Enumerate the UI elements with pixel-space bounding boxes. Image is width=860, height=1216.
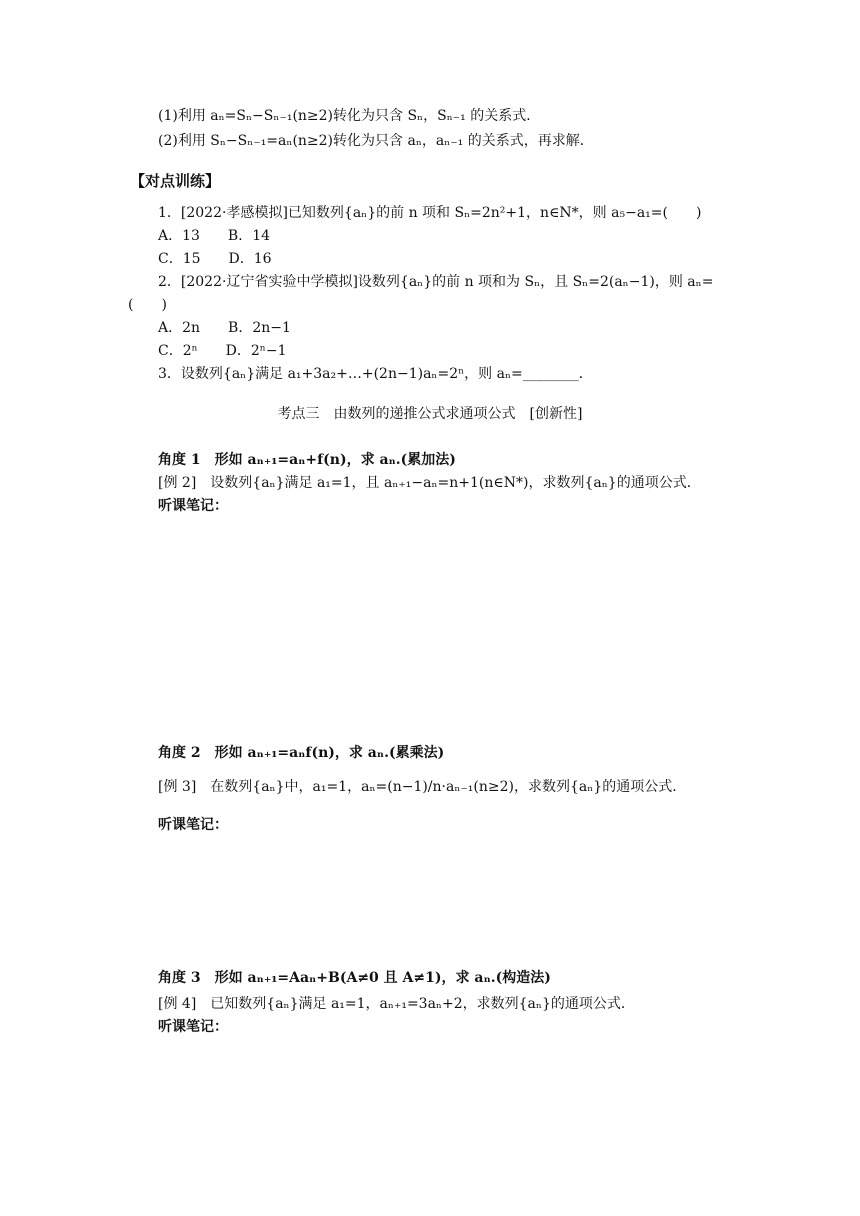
q2-stem-line1: 2．[2022·辽宁省实验中学模拟]设数列{aₙ}的前 n 项和为 Sₙ，且 Sₙ=2(aₙ−1)，则 aₙ= <box>158 274 714 290</box>
notes-label-2: 听课笔记： <box>158 817 228 833</box>
q1-stem: 1．[2022·孝感模拟]已知数列{aₙ}的前 n 项和 Sₙ=2n²+1，n∈N*，则 a₅−a₁=( ) <box>158 205 702 221</box>
q2-stem-line2: ( ) <box>128 297 167 313</box>
training-title: 【对点训练】 <box>130 172 221 190</box>
angle3-title: 角度 3 形如 aₙ₊₁=Aaₙ+B(A≠0 且 A≠1)，求 aₙ.(构造法) <box>158 970 551 986</box>
section-title: 考点三 由数列的递推公式求通项公式 [创新性] <box>277 406 583 422</box>
method-2: (2)利用 Sₙ−Sₙ₋₁=aₙ(n≥2)转化为只含 aₙ，aₙ₋₁ 的关系式，再求解． <box>158 133 594 149</box>
notes-label-1: 听课笔记： <box>158 498 228 514</box>
method-1: (1)利用 aₙ=Sₙ−Sₙ₋₁(n≥2)转化为只含 Sₙ，Sₙ₋₁ 的关系式． <box>158 108 541 124</box>
q1-options-row1: A．13 B．14 <box>158 228 271 244</box>
angle1-title: 角度 1 形如 aₙ₊₁=aₙ+f(n)，求 aₙ.(累加法) <box>158 452 456 468</box>
example-3: [例 3] 在数列{aₙ}中，a₁=1，aₙ=(n−1)/n·aₙ₋₁(n≥2)，求数列{aₙ}的通项公式． <box>158 779 687 795</box>
angle2-title: 角度 2 形如 aₙ₊₁=aₙf(n)，求 aₙ.(累乘法) <box>158 745 445 761</box>
example-2: [例 2] 设数列{aₙ}满足 a₁=1，且 aₙ₊₁−aₙ=n+1(n∈N*)，求数列{aₙ}的通项公式． <box>158 475 701 491</box>
q1-options-row2: C．15 D．16 <box>158 251 272 267</box>
q2-options-row2: C．2ⁿ D．2ⁿ−1 <box>158 343 287 359</box>
notes-label-3: 听课笔记： <box>158 1019 228 1035</box>
example-4: [例 4] 已知数列{aₙ}满足 a₁=1，aₙ₊₁=3aₙ+2，求数列{aₙ}的通项公式． <box>158 996 635 1012</box>
q3-stem: 3．设数列{aₙ}满足 a₁+3a₂+…+(2n−1)aₙ=2ⁿ，则 aₙ=________． <box>158 366 593 382</box>
q2-options-row1: A．2n B．2n−1 <box>158 320 291 336</box>
